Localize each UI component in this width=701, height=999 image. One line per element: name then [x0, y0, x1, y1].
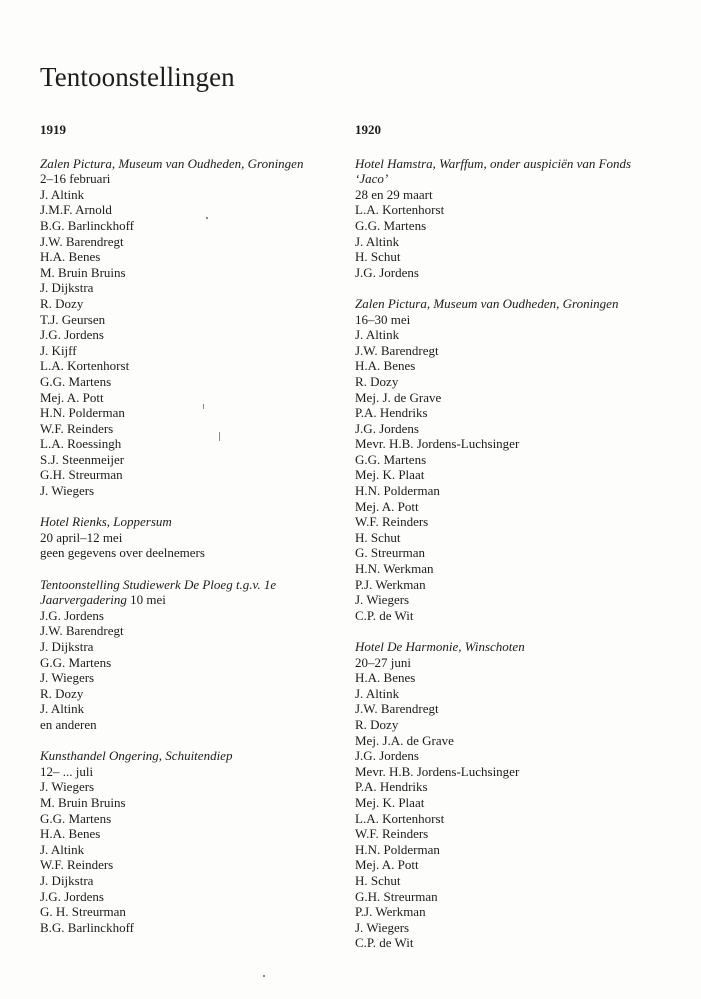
participant-name: geen gegevens over deelnemers: [40, 545, 205, 561]
participant-name: H.A. Benes: [355, 670, 416, 686]
exhibition-venue: [40, 514, 350, 530]
participant-name: P.J. Werkman: [355, 904, 426, 920]
venue-date-suffix: 10 mei: [126, 592, 166, 608]
participant-name: G.G. Martens: [40, 810, 112, 826]
participant-name: Mej. K. Plaat: [355, 467, 425, 483]
exhibition-venue: [355, 296, 665, 312]
participant-name: H.N. Polderman: [355, 483, 440, 499]
participant-name: C.P. de Wit: [355, 607, 414, 623]
participant-name: L.A. Kortenhorst: [40, 358, 130, 374]
exhibition-block: [355, 639, 665, 951]
paper-speck: [206, 217, 208, 219]
participant-name: H.N. Polderman: [40, 405, 125, 421]
participant-name: J. Altink: [40, 841, 85, 857]
year-heading: 1920: [355, 122, 381, 137]
participant-name: G.G. Martens: [40, 373, 112, 389]
participant-name: L.A. Roessingh: [40, 436, 122, 452]
participant-name: J.W. Barendregt: [40, 233, 124, 249]
participant-name: J. Wiegers: [40, 483, 95, 499]
participant-name: J.M.F. Arnold: [40, 202, 112, 218]
paper-speck: [219, 432, 220, 441]
column-right: [355, 122, 665, 966]
participant-name: H. Schut: [355, 529, 401, 545]
exhibition-date: 28 en 29 maart: [355, 186, 433, 202]
participant-name: J.G. Jordens: [40, 607, 104, 623]
participant-name: R. Dozy: [40, 295, 84, 311]
participant-name: J. Altink: [40, 186, 85, 202]
participant-name: Mej. K. Plaat: [355, 794, 425, 810]
participant-name: J.G. Jordens: [40, 888, 104, 904]
participant-name: H.A. Benes: [40, 826, 101, 842]
exhibition-block: [355, 296, 665, 623]
participant-name: P.J. Werkman: [355, 576, 426, 592]
participant-name: Mevr. H.B. Jordens-Luchsinger: [355, 763, 520, 779]
exhibition-date: 12– ... juli: [40, 763, 94, 779]
participant-name: J. Wiegers: [355, 592, 410, 608]
exhibition-date: 2–16 februari: [40, 171, 111, 187]
participant-name: T.J. Geursen: [40, 311, 106, 327]
participant-name: J. Wiegers: [40, 779, 95, 795]
participant-name: H.A. Benes: [355, 358, 416, 374]
participant-name: G.G. Martens: [355, 451, 427, 467]
participant-name: Mevr. H.B. Jordens-Luchsinger: [355, 436, 520, 452]
exhibition-block: [40, 748, 350, 935]
participant-name: J. Altink: [355, 233, 400, 249]
participant-name: B.G. Barlinckhoff: [40, 919, 134, 935]
participant-name: Mej. A. Pott: [355, 857, 419, 873]
participant-name: Mej. A. Pott: [40, 389, 104, 405]
page-title: Tentoonstellingen: [40, 62, 235, 92]
participant-name: W.F. Reinders: [40, 857, 114, 873]
participant-name: L.A. Kortenhorst: [355, 810, 445, 826]
exhibition-block: [40, 514, 350, 561]
venue-name: Hotel Rienks, Loppersum: [40, 514, 172, 530]
exhibition-block: [40, 156, 350, 499]
participant-name: J.W. Barendregt: [40, 623, 124, 639]
participant-name: S.J. Steenmeijer: [40, 451, 125, 467]
participant-name: G. Streurman: [355, 545, 426, 561]
participant-name: Mej. A. Pott: [355, 498, 419, 514]
participant-name: H. Schut: [355, 249, 401, 265]
participant-name: R. Dozy: [355, 373, 399, 389]
participant-name: J. Altink: [355, 685, 400, 701]
exhibition-venue: [355, 639, 665, 655]
venue-name: Zalen Pictura, Museum van Oudheden, Groningen: [355, 295, 619, 311]
venue-name: Kunsthandel Ongering, Schuitendiep: [40, 748, 233, 764]
venue-name: Hotel Hamstra, Warffum, onder auspiciën van Fonds ‘Jaco’: [355, 155, 632, 187]
venue-name: Tentoonstelling Studiewerk De Ploeg t.g.v. 1e Jaarvergadering: [40, 576, 277, 608]
venue-name: Zalen Pictura, Museum van Oudheden, Groningen: [40, 155, 304, 171]
participant-name: J.G. Jordens: [355, 748, 419, 764]
participant-name: M. Bruin Bruins: [40, 264, 126, 280]
participant-name: G. H. Streurman: [40, 904, 126, 920]
participant-name: R. Dozy: [40, 685, 84, 701]
participant-name: H.A. Benes: [40, 249, 101, 265]
exhibition-date: 16–30 mei: [355, 311, 411, 327]
exhibition-date: 20–27 juni: [355, 654, 411, 670]
participant-name: R. Dozy: [355, 716, 399, 732]
exhibition-block: [355, 156, 665, 281]
participant-name: P.A. Hendriks: [355, 405, 428, 421]
participant-name: J. Wiegers: [355, 919, 410, 935]
exhibition-date: 20 april–12 mei: [40, 529, 123, 545]
participant-name: J.G. Jordens: [40, 327, 104, 343]
exhibition-block: [40, 577, 350, 733]
participant-name: J.G. Jordens: [355, 264, 419, 280]
participant-name: W.F. Reinders: [355, 514, 429, 530]
exhibition-venue: [40, 156, 350, 172]
participant-name: H. Schut: [355, 872, 401, 888]
participant-name: J. Altink: [355, 327, 400, 343]
participant-name: J.W. Barendregt: [355, 342, 439, 358]
participant-name: H.N. Polderman: [355, 841, 440, 857]
participant-name: B.G. Barlinckhoff: [40, 217, 134, 233]
participant-name: J. Dijkstra: [40, 639, 94, 654]
participant-name: J. Wiegers: [40, 670, 95, 686]
participant-name: L.A. Kortenhorst: [355, 202, 445, 218]
year-heading: 1919: [40, 122, 66, 137]
participant-name: G.H. Streurman: [40, 467, 123, 483]
exhibition-venue: [355, 156, 665, 187]
participant-name: G.H. Streurman: [355, 888, 438, 904]
participant-name: J.W. Barendregt: [355, 701, 439, 717]
participant-name: C.P. de Wit: [355, 935, 414, 951]
participant-name: Mej. J.A. de Grave: [355, 732, 454, 748]
participant-name: G.G. Martens: [355, 217, 427, 233]
exhibition-venue: [40, 577, 350, 608]
participant-name: J. Kijff: [40, 342, 77, 358]
column-left: [40, 122, 350, 951]
participant-name: P.A. Hendriks: [355, 779, 428, 795]
participant-name: J.G. Jordens: [355, 420, 419, 436]
participant-name: Mej. J. de Grave: [355, 389, 442, 405]
exhibition-venue: [40, 748, 350, 764]
paper-speck: [203, 404, 204, 409]
participant-name: J. Dijkstra: [40, 280, 94, 296]
participant-name: J. Altink: [40, 701, 85, 717]
participant-name: en anderen: [40, 716, 97, 732]
paper-speck: [263, 975, 265, 977]
venue-name: Hotel De Harmonie, Winschoten: [355, 639, 525, 654]
participant-name: H.N. Werkman: [355, 561, 434, 577]
participant-name: J. Dijkstra: [40, 872, 94, 888]
participant-name: M. Bruin Bruins: [40, 794, 126, 810]
participant-name: W.F. Reinders: [40, 420, 114, 436]
participant-name: W.F. Reinders: [355, 826, 429, 842]
participant-name: G.G. Martens: [40, 654, 112, 670]
